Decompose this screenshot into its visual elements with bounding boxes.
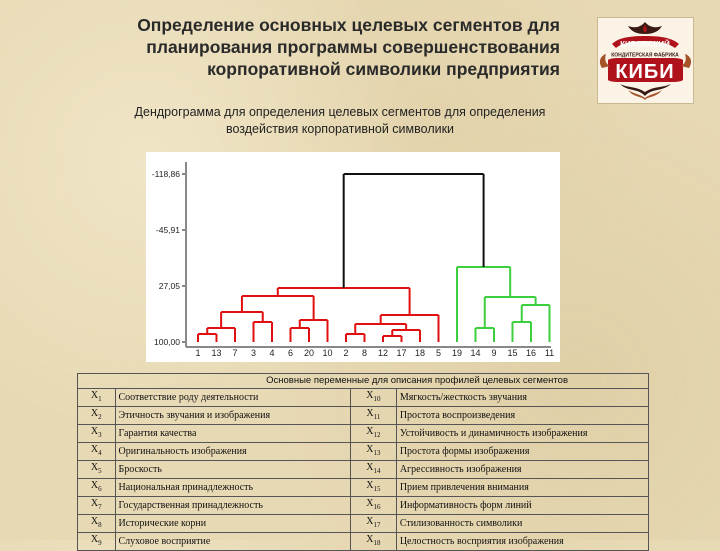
- leaf-label: 3: [250, 348, 257, 358]
- variable-code-index: 14: [373, 466, 381, 475]
- variable-code: [78, 388, 116, 406]
- variable-code-letter: X: [90, 425, 99, 437]
- leaf-label: 10: [322, 348, 333, 358]
- variable-code: [350, 478, 396, 496]
- variable-label: Исторические корни: [115, 514, 350, 532]
- chart-subtitle-line: Дендрограмма для определения целевых сегментов для определения: [134, 105, 546, 119]
- table-row: [78, 514, 649, 532]
- variable-code-letter: X: [366, 425, 374, 437]
- variable-code: [78, 424, 116, 442]
- leaf-label: 15: [507, 348, 518, 358]
- variable-code: [78, 442, 116, 460]
- variable-label: Этичность звучания и изображения: [115, 406, 350, 424]
- dendrogram-svg: [146, 152, 560, 362]
- leaf-label: 19: [451, 348, 463, 358]
- variable-code-letter: X: [366, 515, 374, 527]
- variable-label: Агрессивность изображения: [396, 460, 648, 478]
- logo-text-mid: КОНДИТЕРСКАЯ ФАБРИКА: [611, 52, 679, 59]
- variable-code-index: 3: [98, 430, 102, 439]
- variable-code-letter: X: [366, 389, 374, 401]
- variable-code-index: 13: [373, 448, 381, 457]
- variable-code: [350, 532, 396, 550]
- logo-text-top: КИРОВСКИЙ: [620, 40, 670, 49]
- y-axis-tick-label: 100,00: [154, 337, 180, 347]
- leaf-label: 20: [303, 348, 315, 358]
- variable-label: Устойчивость и динамичность изображения: [396, 424, 648, 442]
- variables-table: [77, 373, 649, 551]
- variable-code: [78, 496, 116, 514]
- logo-emblem: [598, 18, 693, 103]
- variable-label: Слуховое восприятие: [115, 532, 350, 550]
- y-axis-tick-label: -118,86: [151, 169, 180, 179]
- variable-code: [350, 442, 396, 460]
- leaf-label: 4: [269, 348, 275, 358]
- table-row: [78, 532, 649, 550]
- page-title-line: планирования программы совершенствования: [146, 37, 560, 57]
- variable-code-index: 6: [98, 484, 102, 493]
- table-caption-row: [78, 374, 649, 389]
- variable-code-letter: X: [90, 389, 99, 401]
- dendrogram-chart: [146, 152, 560, 362]
- variable-code: [78, 406, 116, 424]
- variable-label: Целостность восприятия изображения: [396, 532, 648, 550]
- variable-code-letter: X: [90, 497, 99, 509]
- variable-code: [78, 460, 116, 478]
- variable-code: [350, 406, 396, 424]
- chart-subtitle-line: воздействия корпоративной символики: [225, 122, 455, 136]
- variable-code-index: 4: [98, 448, 102, 457]
- table-row: [78, 496, 649, 514]
- leaf-label: 7: [232, 348, 238, 358]
- table-row: [78, 442, 649, 460]
- variable-label: Государственная принадлежность: [115, 496, 350, 514]
- variable-code-index: 16: [373, 502, 381, 511]
- table-row: [78, 406, 649, 424]
- variable-label: Простота формы изображения: [396, 442, 648, 460]
- variable-code-letter: X: [366, 443, 374, 455]
- variable-code-index: 7: [98, 502, 102, 511]
- chart-subtitle: [90, 104, 590, 138]
- page-title-line: корпоративной символики предприятия: [207, 59, 560, 79]
- variable-label: Соответствие роду деятельности: [115, 388, 350, 406]
- variable-label: Гарантия качества: [115, 424, 350, 442]
- leaf-label: 13: [211, 348, 222, 358]
- leaf-label: 5: [435, 348, 442, 358]
- variable-code-index: 8: [98, 520, 102, 529]
- variable-code-letter: X: [366, 461, 374, 473]
- variable-code-index: 1: [98, 394, 102, 403]
- variable-code-letter: X: [90, 407, 99, 419]
- variable-label: Мягкость/жесткость звучания: [396, 388, 648, 406]
- variable-code-index: 12: [373, 430, 381, 439]
- variable-code-index: 9: [98, 538, 102, 547]
- table-row: [78, 478, 649, 496]
- leaf-label: 17: [396, 348, 407, 358]
- variable-label: Национальная принадлежность: [115, 478, 350, 496]
- variable-label: Простота воспроизведения: [396, 406, 648, 424]
- variable-label: Прием привлечения внимания: [396, 478, 648, 496]
- variable-label: Информативность форм линий: [396, 496, 648, 514]
- variable-code-index: 15: [373, 484, 381, 493]
- table-row: [78, 460, 649, 478]
- variable-label: Броскость: [115, 460, 350, 478]
- variable-code: [78, 514, 116, 532]
- logo-text-main: КИБИ: [615, 61, 675, 83]
- variable-code-index: 2: [98, 412, 102, 421]
- variable-code-letter: X: [366, 407, 374, 419]
- leaf-label: 12: [377, 348, 389, 358]
- table-caption: Основные переменные для описания профилей целевых сегментов: [78, 374, 649, 389]
- leaf-label: 1: [195, 348, 201, 358]
- leaf-label: 8: [361, 348, 368, 358]
- variables-table-wrap: [77, 373, 649, 551]
- variable-code-index: 18: [373, 538, 381, 547]
- variable-code-index: 5: [98, 466, 102, 475]
- y-axis-tick-label: 27,05: [158, 281, 180, 291]
- leaf-label: 18: [414, 348, 426, 358]
- variable-code-letter: X: [366, 479, 374, 491]
- variable-code-letter: X: [90, 443, 99, 455]
- variable-code: [78, 478, 116, 496]
- variable-code-letter: X: [90, 479, 99, 491]
- leaf-label: 2: [343, 348, 349, 358]
- variable-code-letter: X: [90, 533, 99, 545]
- variable-code: [350, 496, 396, 514]
- variable-code: [350, 424, 396, 442]
- variable-code-letter: X: [90, 515, 99, 527]
- page-title: [80, 14, 560, 80]
- leaf-label: 6: [287, 348, 294, 358]
- variable-code-letter: X: [90, 461, 99, 473]
- variable-code-index: 11: [373, 412, 381, 421]
- table-row: [78, 424, 649, 442]
- variable-code-index: 17: [373, 520, 381, 529]
- page-title-line: Определение основных целевых сегментов для: [137, 15, 560, 35]
- leaf-label: 11: [544, 348, 555, 358]
- company-logo: [597, 17, 694, 104]
- y-axis-tick-label: -45,91: [155, 225, 180, 235]
- variable-code-letter: X: [366, 497, 374, 509]
- table-row: [78, 388, 649, 406]
- variable-label: Оригинальность изображения: [115, 442, 350, 460]
- leaf-label: 14: [470, 348, 481, 358]
- variable-label: Стилизованность символики: [396, 514, 648, 532]
- variable-code-letter: X: [366, 533, 374, 545]
- variable-code: [350, 460, 396, 478]
- variable-code: [350, 514, 396, 532]
- variable-code: [78, 532, 116, 550]
- leaf-label: 9: [491, 348, 497, 358]
- leaf-label: 16: [525, 348, 537, 358]
- variable-code: [350, 388, 396, 406]
- variable-code-index: 10: [373, 394, 381, 403]
